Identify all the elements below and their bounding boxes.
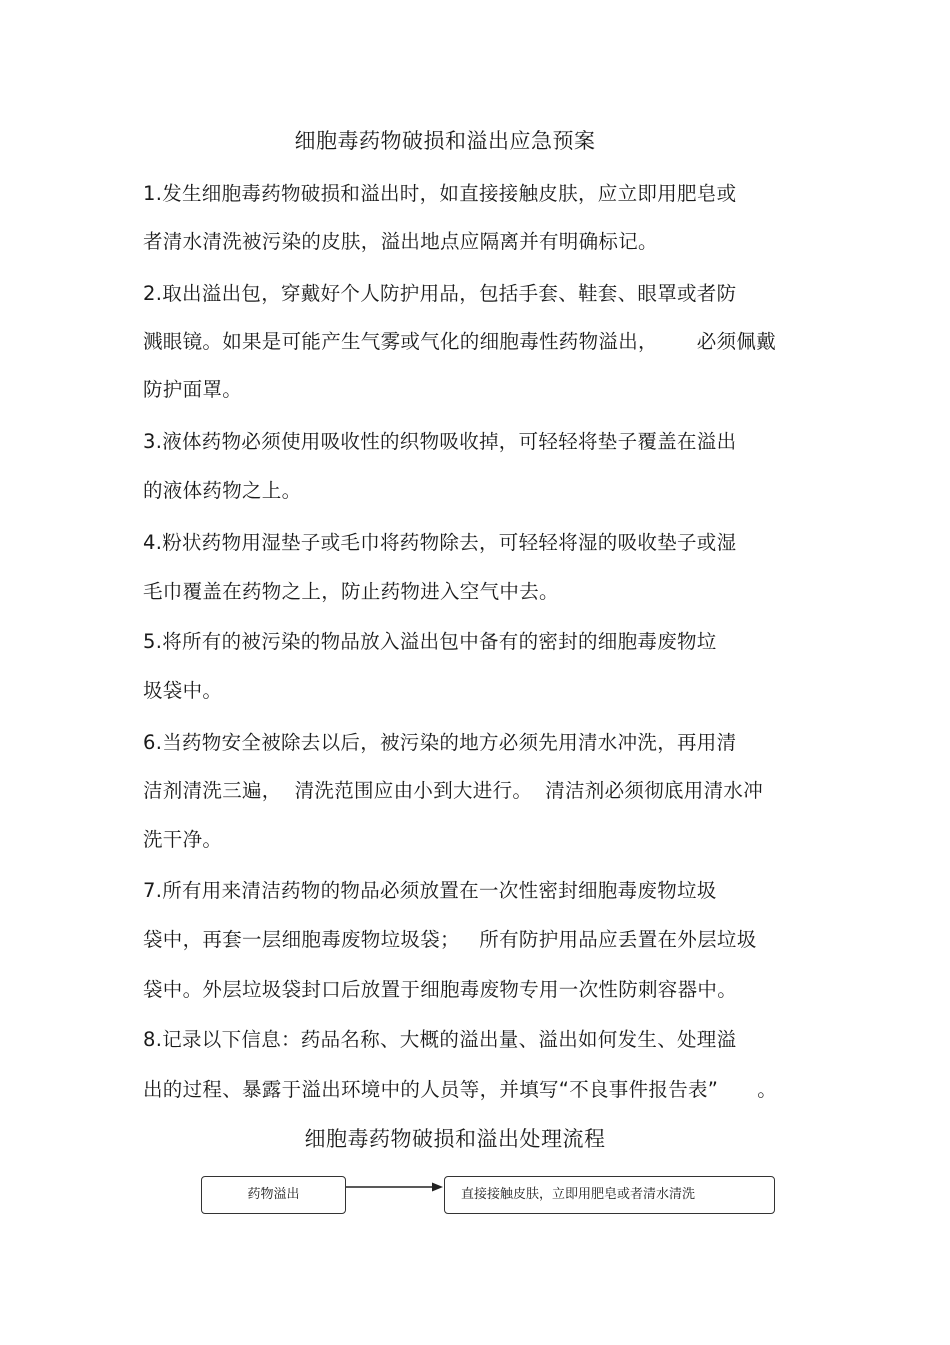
text-line: 洁剂清洗三遍， 清洗范围应由小到大进行。 清洁剂必须彻底用清水冲 — [143, 779, 763, 802]
text-line: 防护面罩。 — [143, 378, 243, 401]
flow-step-spill: 药物溢出 — [201, 1176, 346, 1214]
text-line: 圾袋中。 — [143, 679, 223, 702]
text-line: 洗干净。 — [143, 828, 223, 851]
flow-title: 细胞毒药物破损和溢出处理流程 — [304, 1127, 606, 1151]
text-line: 袋中，再套一层细胞毒废物垃圾袋； 所有防护用品应丢置在外层垃圾 — [143, 928, 757, 951]
flow-step-skin-contact: 直接接触皮肤，立即用肥皂或者清水清洗 — [444, 1176, 775, 1214]
text-line: 1.发生细胞毒药物破损和溢出时，如直接接触皮肤，应立即用肥皂或 — [143, 182, 737, 205]
text-line: 者清水清洗被污染的皮肤，溢出地点应隔离并有明确标记。 — [143, 230, 658, 253]
text-line: 出的过程、暴露于溢出环境中的人员等，并填写“不良事件报告表” 。 — [143, 1078, 777, 1101]
text-line: 5.将所有的被污染的物品放入溢出包中备有的密封的细胞毒废物垃 — [143, 630, 717, 653]
text-line: 3.液体药物必须使用吸收性的织物吸收掉，可轻轻将垫子覆盖在溢出 — [143, 430, 737, 453]
text-line: 溅眼镜。如果是可能产生气雾或气化的细胞毒性药物溢出， 必须佩戴 — [143, 330, 776, 353]
text-line: 4.粉状药物用湿垫子或毛巾将药物除去，可轻轻将湿的吸收垫子或湿 — [143, 531, 737, 554]
flow-arrow-icon — [346, 1179, 444, 1195]
text-line: 6.当药物安全被除去以后，被污染的地方必须先用清水冲洗，再用清 — [143, 731, 737, 754]
text-line: 袋中。外层垃圾袋封口后放置于细胞毒废物专用一次性防刺容器中。 — [143, 978, 738, 1001]
text-line: 的液体药物之上。 — [143, 479, 302, 502]
page-title: 细胞毒药物破损和溢出应急预案 — [294, 129, 596, 153]
text-line: 7.所有用来清洁药物的物品必须放置在一次性密封细胞毒废物垃圾 — [143, 879, 717, 902]
text-line: 毛巾覆盖在药物之上，防止药物进入空气中去。 — [143, 580, 559, 603]
flow-arrow-head — [432, 1183, 443, 1192]
text-line: 8.记录以下信息：药品名称、大概的溢出量、溢出如何发生、处理溢 — [143, 1028, 737, 1051]
text-line: 2.取出溢出包，穿戴好个人防护用品，包括手套、鞋套、眼罩或者防 — [143, 282, 737, 305]
